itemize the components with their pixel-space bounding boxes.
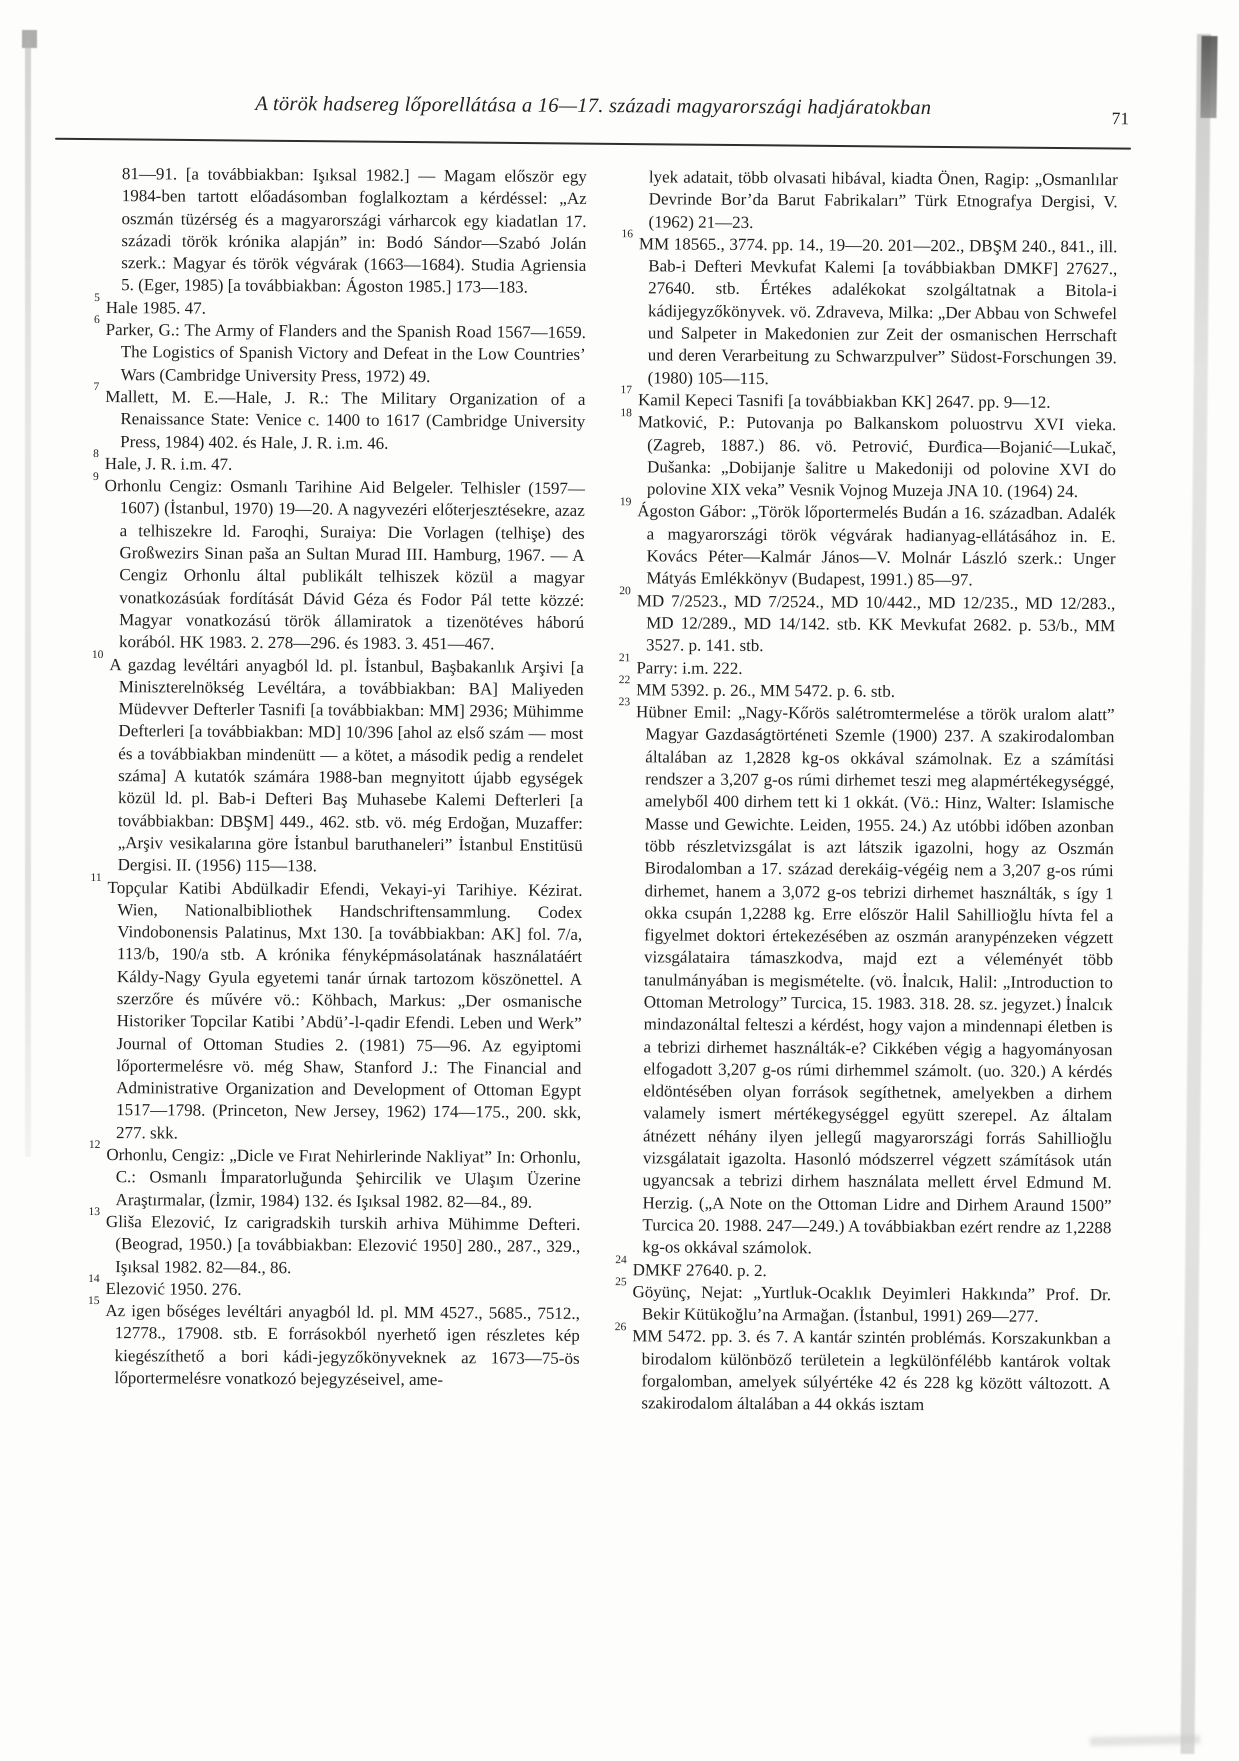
footnote (615, 1254, 1111, 1284)
footnote-text: MM 5472. pp. 3. és 7. A kantár szintén problémás. Korszakunkban a birodalom különböző területein a legkülönfélébb kantárok voltak forgalomban, amelyek súlyértéke 42 és 228 kg között változott. A szakirodalom általában a 44 okkás isztam (632, 1326, 1111, 1415)
footnote-text: MD 7/2523., MD 7/2524., MD 10/442., MD 12/235., MD 12/283., MD 12/289., MD 14/142. stb. KK Mevkufat 2682. p. 53/b., MM 3527. p. 141. stb. (636, 590, 1116, 656)
footnote-text: Hale, J. R. i.m. 47. (104, 453, 233, 474)
right-footnote-list (614, 228, 1118, 1418)
footnote-text: Kamil Kepeci Tasnifi [a továbbiakban KK] 2647. pp. 9—12. (637, 390, 1051, 412)
footnote-number: 26 (614, 1320, 627, 1334)
header-rule (55, 138, 1131, 150)
footnote-number: 11 (90, 871, 102, 884)
footnote (615, 1276, 1112, 1329)
footnote-text: DMKF 27640. p. 2. (632, 1259, 767, 1280)
footnote-number: 18 (620, 406, 632, 419)
footnote-text: MM 5392. p. 26., MM 5472. p. 6. stb. (636, 680, 896, 701)
page-header (55, 92, 1131, 161)
footnote-number: 12 (88, 1139, 101, 1152)
footnote (621, 228, 1118, 392)
footnote-text: Az igen bőséges levéltári anyagból ld. pl. MM 4527., 5685., 7512., 12778., 17908. stb. E forrásokból nyerhető igen részletes kép kiegészíthető a bori kádi-jegyzőkönyveknek az 1673—75-ös lőportermelésre vonatkozó bejegyzéseivel, ame- (105, 1301, 580, 1390)
footnote-text: Ágoston Gábor: „Török lőportermelés Budán a 16. században. Adalék a magyarországi török végvárak hadianyag-ellátásához in. E. Kovács Péter—Kalmár János—V. Molnár László szerk.: Unger Mátyás Emlékkönyv (Budapest, 1991.) 85—97. (637, 501, 1116, 590)
footnote-number: 13 (88, 1206, 101, 1219)
footnote (93, 381, 586, 456)
footnote-number: 19 (619, 495, 632, 509)
footnote (92, 470, 585, 656)
footnote-number: 23 (618, 696, 631, 709)
running-title: A török hadsereg lőporellátása a 16—17. századi magyarországi hadjáratokban (255, 92, 932, 120)
footnote-text: Hale 1985. 47. (105, 297, 206, 318)
footnote-text: Topçular Katibi Abdülkadir Efendi, Vekayi-yi Tarihiye. Kézirat. Wien, Nationalbibliothek Handschriftensammlung. Codex Vindobonensis Palatinus, Mxt 130. [a továbbiakban: AK] fol. 7/a, 113/b, 190/a stb. A krónika fényképmásolatának használatáért Káldy-Nagy Gyula egyetemi tanár úrnak tartozom köszönettel. A szerzőre és művére vö.: Köhbach, Markus: „Der osmanische Historiker Topcilar Katibi ’Abdü’-l-qadir Efendi. Leben und Werk” Journal of Ottoman Studies 2. (1981) 75—96. Az egyiptomi lőportermelésre vö. még Shaw, Stanford J.: The Financial and Administrative Organization and Development of Ottoman Egypt 1517—1798. (Princeton, New Jersey, 1962) 174—175., 200. skk, 277. skk. (107, 877, 583, 1143)
footnote-number: 7 (93, 381, 100, 394)
footnote-text: Gliša Elezović, Iz carigradskih turskih arhiva Mühimme Defteri. (Beograd, 1950.) [a továbbiakban: Elezović 1950] 280., 287., 329., Işıksal 1982. 82—84., 86. (105, 1212, 581, 1277)
footnote (619, 585, 1116, 660)
footnote-number: 15 (87, 1295, 100, 1308)
footnote-number: 25 (615, 1276, 627, 1289)
footnote-number: 5 (94, 292, 100, 305)
footnote-number: 17 (620, 384, 633, 397)
footnote-columns (87, 163, 1118, 1418)
footnote-text: Mallett, M. E.—Hale, J. R.: The Military Organization of a Renaissance State: Venice c. 1400 to 1617 (Cambridge University Press, 1984) 402. és Hale, J. R. i.m. 46. (105, 387, 586, 453)
footnote-number: 8 (93, 448, 99, 461)
footnote (614, 1320, 1111, 1418)
footnote-text: Orhonlu Cengiz: Osmanlı Tarihine Aid Belgeler. Telhisler (1597—1607) (İstanbul, 1970) 19—20. A nagyvezéri előterjesztésekre, azaz a telhiszekre ld. Faroqhi, Suraiya: Die Vorlagen (telhişe) des Großwezirs Sinan paša an Sultan Murad III. Hamburg, 1967. — A Cengiz Orhonlu által publikált telhiszek közül a magyar vonatkozásúak fordítását Dávid Géza és Fodor Pál tette közzé: Magyar vonatkozású török államiratok a tizenötéves háború korából. HK 1983. 2. 278—296. és 1983. 3. 451—467. (104, 476, 585, 654)
page-number: 71 (1111, 108, 1130, 129)
footnote-text: Elezović 1950. 276. (105, 1278, 242, 1299)
footnote (88, 1206, 581, 1281)
footnote (618, 674, 1115, 704)
footnote (93, 448, 585, 478)
footnote-continuation: lyek adatait, több olvasati hibával, kiadta Önen, Ragip: „Osmanlılar Devrinde Bor’da Barut Fabrikaları” Türk Etnografya Dergisi, V. (1962) 21—23. (648, 167, 1118, 232)
footnote (93, 314, 586, 389)
footnote (89, 871, 583, 1147)
footnote-number: 6 (93, 314, 100, 327)
footnote-text: A gazdag levéltári anyagból ld. pl. İstanbul, Başbakanlık Arşivi [a Miniszterelnökség Levéltára, a továbbiakban: BA] Maliyeden Müdevver Defterler Tasnifi [a továbbiakban: MM] 2936; Mühimme Defterleri [a továbbiakban: MD] 10/396 [ahol az első szám — most és a továbbiakban mindenütt — a kötet, a második pedig a rendelet száma] A kutatók számára 1988-ban megnyitott újabb egységek közül ld. pl. Bab-i Defteri Baş Muhasebe Kalemi Defterleri [a továbbiakban: DBŞM] 449., 462. stb. vö. még Erdoğan, Muzaffer: „Arşiv vesikalarına göre İstanbul baruthaneleri” İstanbul Enstitüsü Dergisi. II. (1956) 115—138. (109, 654, 584, 876)
footnote (94, 292, 586, 322)
footnote-number: 16 (621, 228, 634, 241)
left-footnote-list (87, 292, 586, 1393)
footnote-text: Matković, P.: Putovanja po Balkanskom poluostrvu XVI vieka. (Zagreb, 1887.) 86. vö. Petrović, Đurđica—Bojanić—Lukač, Dušanka: „Dobijanje šalitre u Makedoniji od polovine XVI do polovine XIX veka” Vesnik Vojnog Muzeja JNA 10. (1964) 24. (637, 412, 1117, 502)
footnote-number: 20 (619, 585, 631, 598)
footnote (615, 696, 1115, 1261)
footnote-number: 10 (91, 648, 104, 661)
footnote-number: 14 (88, 1273, 100, 1286)
footnote-text: Parry: i.m. 222. (636, 657, 743, 678)
footnote (618, 652, 1115, 682)
right-column (614, 166, 1118, 1418)
footnote (87, 1295, 580, 1392)
footnote-text: Orhonlu, Cengiz: „Dicle ve Fırat Nehirlerinde Nakliyat” In: Orhonlu, C.: Osmanlı İmparatorluğunda Şehircilik ve Ulaşım Üzerine Araştırmalar, (İzmir, 1984) 132. és Işıksal 1982. 82—84., 89. (106, 1145, 581, 1212)
footnote (620, 406, 1117, 503)
footnote (91, 648, 584, 879)
footnote-number: 21 (618, 652, 631, 665)
footnote (619, 495, 1116, 593)
footnote (88, 1273, 580, 1303)
footnote (88, 1139, 581, 1214)
footnote-text: Göyünç, Nejat: „Yurtluk-Ocaklık Deyimleri Hakkında” Prof. Dr. Bekir Kütükoğlu’na Armağan. (İstanbul, 1991) 269—277. (632, 1282, 1112, 1326)
footnote-text: Parker, G.: The Army of Flanders and the Spanish Road 1567—1659. The Logistics of Spanish Victory and Defeat in the Low Countries’ Wars (Cambridge University Press, 1972) 49. (105, 320, 586, 386)
footnote-continuation: 81—91. [a továbbiakban: Işıksal 1982.] — Magam először egy 1984-ben tartott előadásomban foglalkoztam a kérdéssel: „Az oszmán tüzérség és a magyarországi várharcok egy kiadatlan 17. századi török krónika alapján” in: Bodó Sándor—Szabó Jolán szerk.: Magyar és török végvárak (1663—1684). Studia Agriensia 5. (Eger, 1985) [a továbbiakban: Ágoston 1985.] 173—183. (121, 164, 587, 298)
footnote-text: Hübner Emil: „Nagy-Kőrös salétromtermelése a török uralom alatt” Magyar Gazdaságtörténeti Szemle (1900) 237. A szakirodalomban általában az 1,2828 kg-os okkával számolnak. Ez a számítási rendszer a 3,207 g-os rúmi dirhemet teszi meg alapmértékegységgé, amelyből 400 dirhem tett ki 1 okkát. (Vö.: Hinz, Walter: Islamische Masse und Gewichte. Leiden, 1955. 24.) Az utóbbi időben azonban több részletvizsgálat is azt látszik igazolni, hogy az Oszmán Birodalomban a 17. század derekáig-végéig nem a 3,207 g-os rúmi dirhemet, hanem a 3,072 g-os tebrizi dirhemet használták, s így 1 okka csupán 1,2288 kg. Erre először Halil Sahillioğlu hívta fel a figyelmet doktori értekezésében az oszmán aranypénzeken végzett vizsgálataira támaszkodva, majd ezt a véleményét több tanulmányában is megismételte. (vö. İnalcık, Halil: „Introduction to Ottoman Metrology” Turcica, 15. 1983. 318. 28. sz. jegyzet.) İnalcık mindazonáltal felteszi a kérdést, hogy vajon a mindennapi életben is a tebrizi dirhemet használták-e? Cikkében végig a hagyományosan elfogadott 3,207 g-os rúmi dirhemmel számolt. (uo. 320.) A kérdés eldöntésében olyan források segíthetnek, amelyekben a dirhem valamely ismert mértékegységgel együtt szerepel. Az általam átnézett néhány ilyen jellegű magyarországi forrás Sahillioğlu vizsgálatait igazolta. Hasonló módszerrel végzett számítások után ugyancsak a tebrizi dirhem használata mellett érvel Edmund M. Herzig. („A Note on the Ottoman Lidre and Dirhem Araund 1500” Turcica 20. 1988. 247—249.) A továbbiakban ezért rendre az 1,2288 kg-os okkával számolok. (636, 702, 1115, 1258)
footnote (620, 384, 1116, 414)
footnote-number: 24 (615, 1254, 627, 1267)
footnote-number: 22 (618, 674, 631, 687)
left-column (87, 163, 587, 1415)
footnote-number: 9 (92, 470, 99, 483)
footnote-text: MM 18565., 3774. pp. 14., 19—20. 201—202., DBŞM 240., 841., ill. Bab-i Defteri Mevkufat Kalemi [a továbbiakban DMKF] 27627., 27640. stb. Értékes adalékokat szolgáltatnak a Bitola-i kádijegyzőkönyvek. vö. Zdraveva, Milka: „Der Abbau von Schwefel und Salpeter in Makedonien zur Zeit der osmanischen Herrschaft und deren Verarbeitung zu Schwarzpulver” Südost-Forschungen 39. (1980) 105—115. (638, 234, 1118, 388)
